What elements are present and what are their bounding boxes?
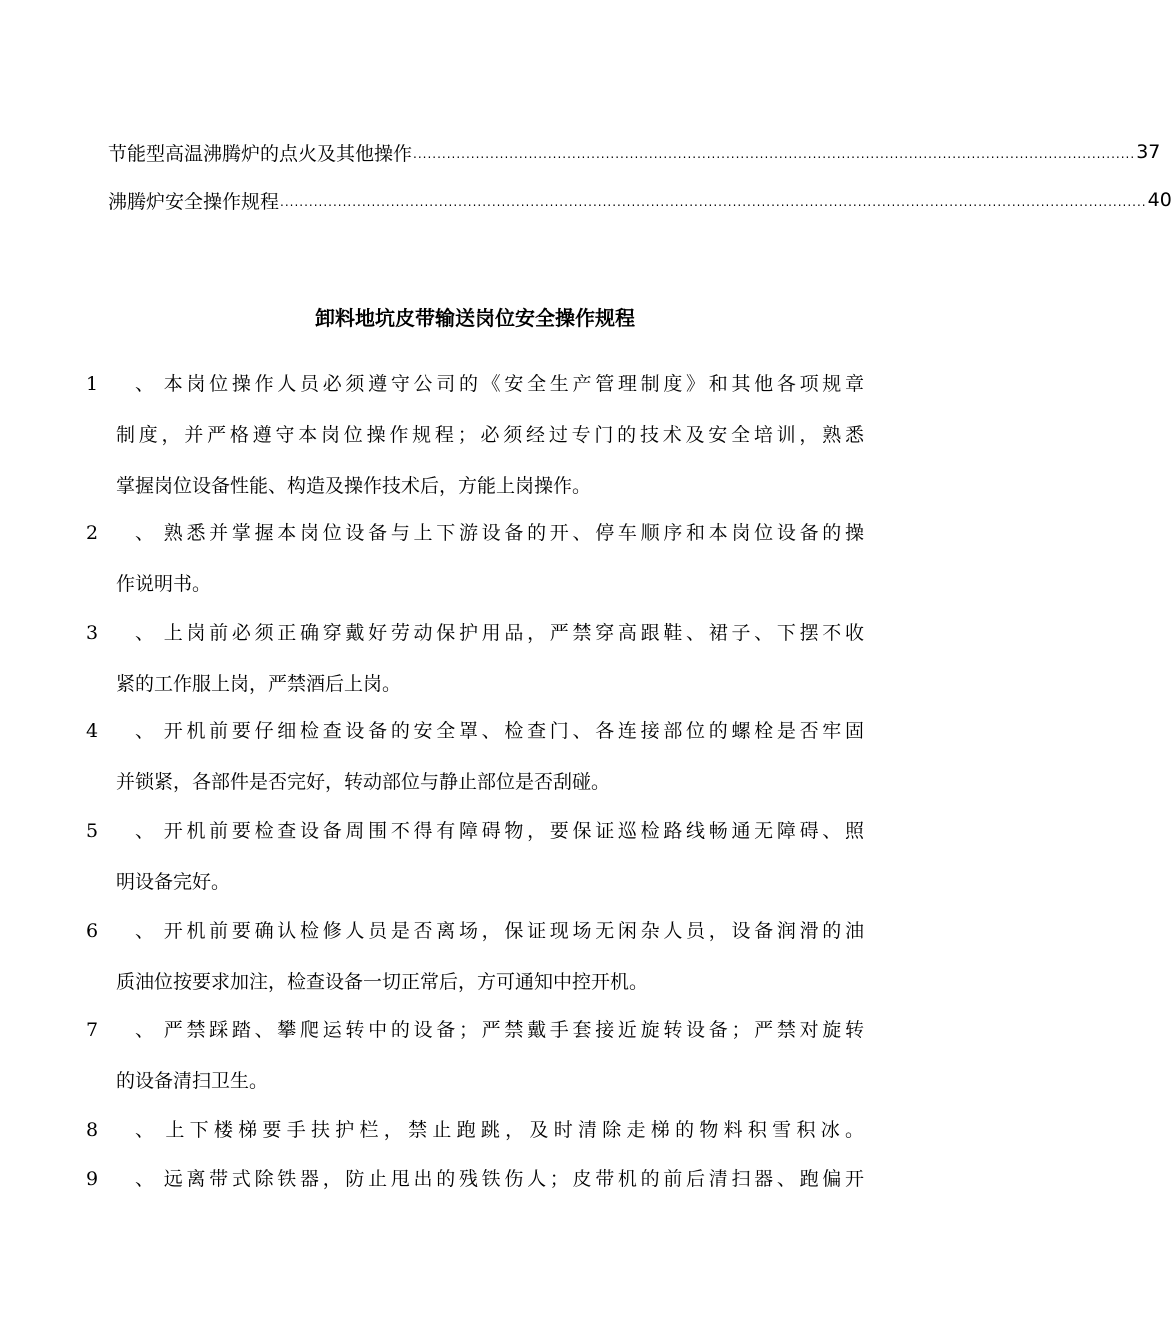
rule-number: 8、 — [86, 1119, 154, 1141]
rule-text: 开机前要检查设备周围不得有障碍物，要保证巡检路线畅通无障碍、照 — [163, 820, 864, 842]
rule-item — [86, 1105, 864, 1156]
rule-text: 开机前要确认检修人员是否离场，保证现场无闲杂人员，设备润滑的油 — [163, 920, 864, 942]
rule-text: 制度，并严格遵守本岗位操作规程；必须经过专门的技术及安全培训，熟悉 — [116, 424, 864, 446]
rule-first-line — [86, 806, 864, 857]
rule-item — [86, 1005, 864, 1107]
rule-number: 7、 — [86, 1019, 154, 1041]
rule-text: 远离带式除铁器，防止甩出的残铁伤人；皮带机的前后清扫器、跑偏开 — [163, 1168, 864, 1190]
rule-item — [86, 706, 864, 808]
rule-number: 9、 — [86, 1168, 154, 1190]
rule-first-line — [86, 1005, 864, 1056]
rule-first-line — [86, 508, 864, 559]
rule-number: 3、 — [86, 622, 154, 644]
toc-leader-dots: .................................................................................................................................................................................... — [280, 195, 1147, 209]
rule-text: 上下楼梯要手扶护栏，禁止跑跳，及时清除走梯的物料积雪积冰。 — [165, 1119, 864, 1141]
rule-text: 掌握岗位设备性能、构造及操作技术后，方能上岗操作。 — [116, 475, 592, 497]
rule-item — [86, 608, 864, 710]
rule-number: 1、 — [86, 373, 154, 395]
rule-item — [86, 1154, 864, 1205]
rule-first-line — [86, 906, 864, 957]
toc-entry-title: 沸腾炉安全操作规程 — [108, 190, 280, 213]
rule-first-line — [86, 359, 864, 410]
toc-page-number: 37 — [1136, 141, 1161, 163]
rule-item — [86, 906, 864, 1008]
rule-first-line — [86, 1154, 864, 1205]
rule-text: 上岗前必须正确穿戴好劳动保护用品，严禁穿高跟鞋、裙子、下摆不收 — [163, 622, 864, 644]
toc-entry-title: 节能型高温沸腾炉的点火及其他操作 — [108, 142, 413, 165]
toc-leader-dots: ...................................................................................................................................................... — [413, 147, 1136, 161]
rule-text: 熟悉并掌握本岗位设备与上下游设备的开、停车顺序和本岗位设备的操 — [163, 522, 864, 544]
rule-text: 本岗位操作人员必须遵守公司的《安全生产管理制度》和其他各项规章 — [163, 373, 864, 395]
rule-number: 6、 — [86, 920, 154, 942]
rule-text: 严禁踩踏、攀爬运转中的设备；严禁戴手套接近旋转设备；严禁对旋转 — [163, 1019, 864, 1041]
rule-item — [86, 806, 864, 908]
rule-first-line — [86, 1105, 864, 1156]
toc-page-number: 40 — [1147, 189, 1172, 211]
rule-text: 质油位按要求加注，检查设备一切正常后，方可通知中控开机。 — [116, 971, 649, 993]
toc-entry[interactable] — [108, 134, 1161, 170]
rule-item — [86, 508, 864, 610]
rule-first-line — [86, 706, 864, 757]
rule-number: 5、 — [86, 820, 154, 842]
rule-text: 明设备完好。 — [116, 871, 231, 893]
rule-number: 2、 — [86, 522, 154, 544]
rule-first-line — [86, 608, 864, 659]
rule-text: 开机前要仔细检查设备的安全罩、检查门、各连接部位的螺栓是否牢固 — [163, 720, 864, 742]
toc-entry[interactable] — [108, 182, 1172, 218]
section-title: 卸料地坑皮带输送岗位安全操作规程 — [315, 306, 635, 330]
rule-text: 并锁紧，各部件是否完好，转动部位与静止部位是否刮碰。 — [116, 771, 611, 793]
rule-text: 紧的工作服上岗，严禁酒后上岗。 — [116, 673, 402, 695]
rule-text: 的设备清扫卫生。 — [116, 1070, 269, 1092]
rule-item — [86, 359, 864, 512]
rule-text: 作说明书。 — [116, 573, 212, 595]
rule-number: 4、 — [86, 720, 154, 742]
